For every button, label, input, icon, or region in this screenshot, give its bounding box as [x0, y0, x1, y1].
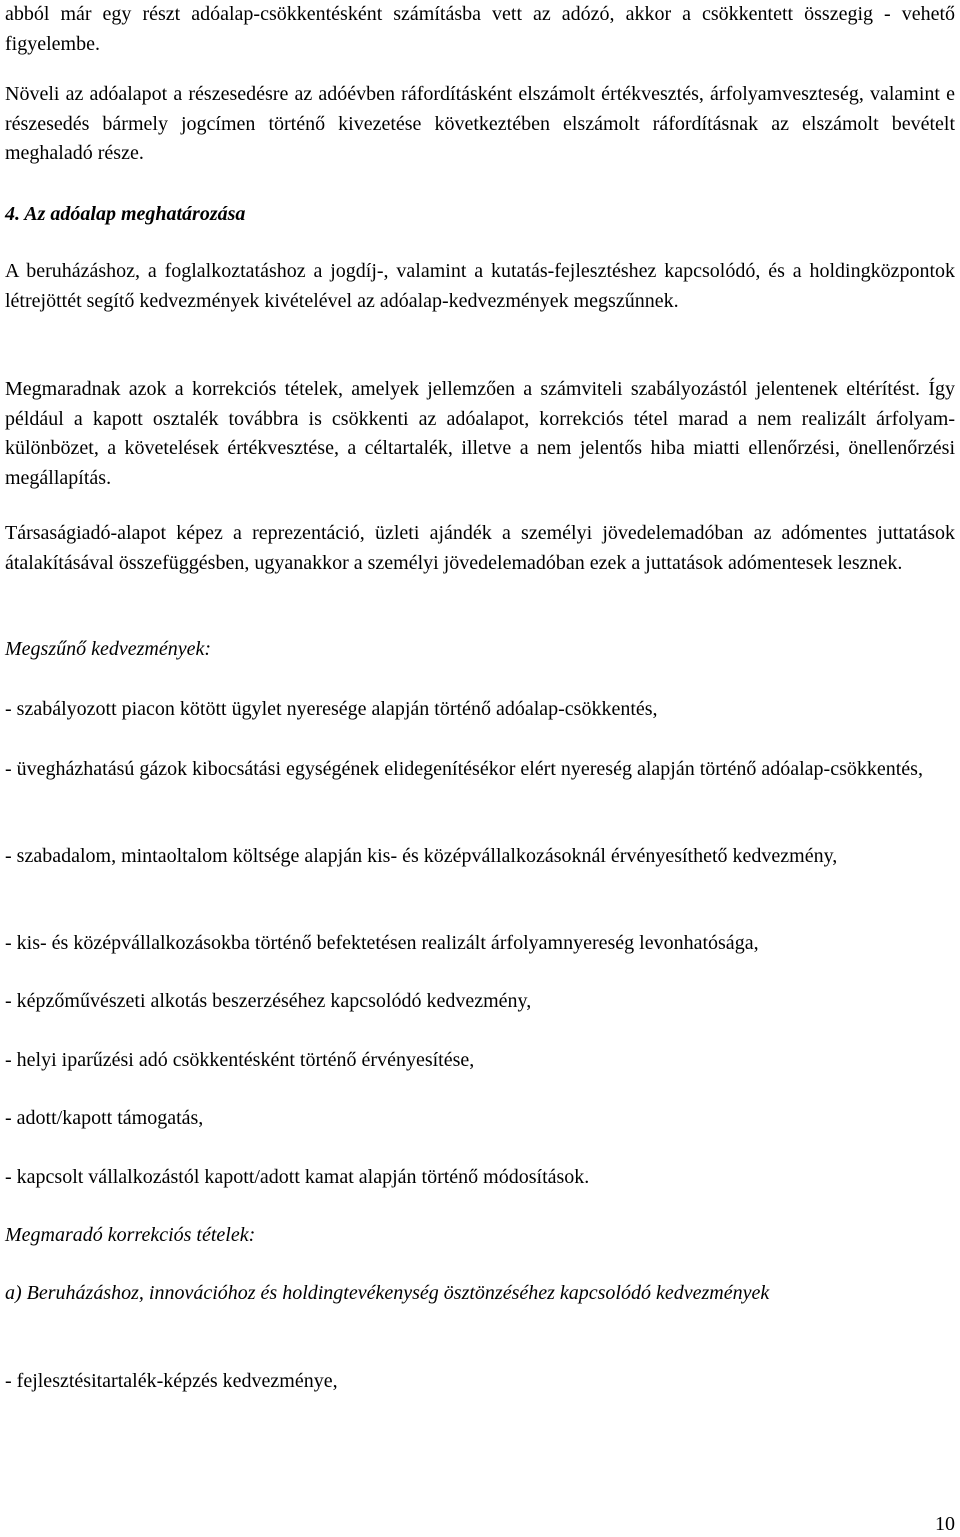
remaining-heading: Megmaradó korrekciós tételek: — [5, 1224, 256, 1246]
page-number: 10 — [935, 1513, 955, 1535]
list-item: - üvegházhatású gázok kibocsátási egységének elidegenítésékor elért nyereség alapján történő adóalap-csökkentés, — [5, 758, 923, 780]
list-item: - szabadalom, mintaoltalom költsége alapján kis- és középvállalkozásoknál érvényesíthető kedvezmény, — [5, 845, 838, 867]
list-item: - kis- és középvállalkozásokba történő befektetésen realizált árfolyamnyereség levonhatósága, — [5, 932, 759, 954]
ceasing-heading: Megszűnő kedvezmények: — [5, 638, 212, 660]
remaining-subheading: a) Beruházáshoz, innovációhoz és holdingtevékenység ösztönzéséhez kapcsolódó kedvezmények — [5, 1282, 770, 1304]
paragraph-2: Megmaradnak azok a korrekciós tételek, amelyek jellemzően a számviteli szabályozástól jelentenek eltérítést. Így például a kapott osztalék továbbra is csökkenti az adóalapot, korrekciós tétel marad a nem realizált árfolyam-különbözet, a követelések értékvesztése, a céltartalék, illetve a nem jelentős hiba miatti ellenőrzési, önellenőrzési megállapítás. — [5, 378, 955, 489]
list-item: - fejlesztésitartalék-képzés kedvezménye, — [5, 1370, 338, 1392]
list-item: - kapcsolt vállalkozástól kapott/adott kamat alapján történő módosítások. — [5, 1166, 590, 1188]
paragraph-3: Társaságiadó-alapot képez a reprezentáció, üzleti ajándék a személyi jövedelemadóban az adómentes juttatások átalakításával összefüggésben, ugyanakkor a személyi jövedelemadóban ezek a juttatások adómentesek lesznek. — [5, 522, 955, 574]
paragraph-1: A beruházáshoz, a foglalkoztatáshoz a jogdíj-, valamint a kutatás-fejlesztéshez kapcsolódó, és a holdingközpontok létrejöttét segítő kedvezmények kivételével az adóalap-kedvezmények megszűnnek. — [5, 260, 955, 312]
increase-paragraph: Növeli az adóalapot a részesedésre az adóévben ráfordításként elszámolt értékvesztés, árfolyamveszteség, valamint e részesedés bármely jogcímen történő kivezetése következtében elszámolt ráfordításnak az elszámolt bevételt meghaladó része. — [5, 83, 955, 164]
list-item: - szabályozott piacon kötött ügylet nyeresége alapján történő adóalap-csökkentés, — [5, 698, 658, 720]
continuation-paragraph: abból már egy részt adóalap-csökkentésként számításba vett az adózó, akkor a csökkentett összegig - vehető figyelembe. — [5, 3, 955, 55]
list-item: - helyi iparűzési adó csökkentésként történő érvényesítése, — [5, 1049, 475, 1071]
list-item: - adott/kapott támogatás, — [5, 1107, 204, 1129]
list-item: - képzőművészeti alkotás beszerzéséhez kapcsolódó kedvezmény, — [5, 990, 532, 1012]
section-heading: 4. Az adóalap meghatározása — [5, 203, 246, 225]
